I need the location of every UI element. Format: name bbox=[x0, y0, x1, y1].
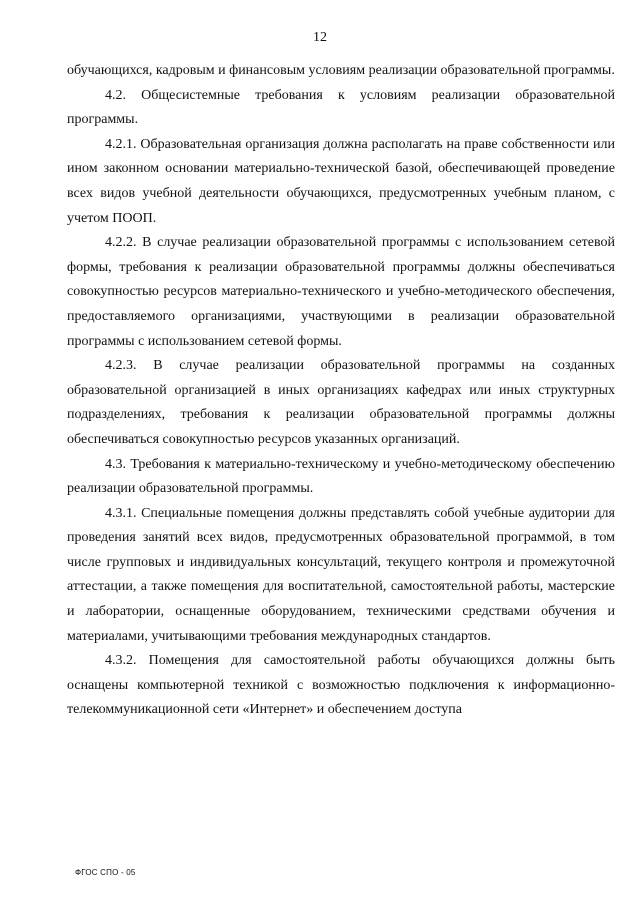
paragraph-4-3: 4.3. Требования к материально-техническому и учебно-методическому обеспечению реализации образовательной программы. bbox=[67, 456, 615, 497]
paragraph-4-2-2: 4.2.2. В случае реализации образовательной программы с использованием сетевой формы, требования к реализации образовательной программы должны обеспечиваться совокупностью ресурсов материально-технического и учебно-методического обеспечения, предоставляемого организациями, участвующими в реализации образовательной программы с использованием сетевой формы. bbox=[67, 235, 615, 349]
document-body bbox=[67, 59, 615, 723]
paragraph-intro-continuation: обучающихся, кадровым и финансовым условиям реализации образовательной программы. bbox=[67, 63, 615, 78]
footer-standard-code: ФГОС СПО - 05 bbox=[75, 868, 136, 877]
paragraph-4-3-2: 4.3.2. Помещения для самостоятельной работы обучающихся должны быть оснащены компьютерной техникой с возможностью подключения к информационно-телекоммуникационной сети «Интернет» и обеспечением доступа bbox=[67, 653, 615, 718]
paragraph-4-2-3: 4.2.3. В случае реализации образовательной программы на созданных образовательной организацией в иных организациях кафедрах или иных структурных подразделениях, требования к реализации образовательной программы должны обеспечиваться совокупностью ресурсов указанных организаций. bbox=[67, 358, 615, 447]
paragraph-4-2: 4.2. Общесистемные требования к условиям реализации образовательной программы. bbox=[67, 87, 615, 128]
page-number: 12 bbox=[313, 30, 327, 45]
paragraph-4-2-1: 4.2.1. Образовательная организация должна располагать на праве собственности или ином законном основании материально-технической базой, обеспечивающей проведение всех видов учебной деятельности обучающихся, предусмотренных учебным планом, с учетом ПООП. bbox=[67, 136, 615, 226]
paragraph-4-3-1: 4.3.1. Специальные помещения должны представлять собой учебные аудитории для проведения занятий всех видов, предусмотренных образовательной программой, в том числе групповых и индивидуальных консультаций, текущего контроля и промежуточной аттестации, а также помещения для воспитательной, самостоятельной работы, мастерские и лаборатории, оснащенные оборудованием, техническими средствами обучения и материалами, учитывающими требования международных стандартов. bbox=[67, 505, 615, 644]
